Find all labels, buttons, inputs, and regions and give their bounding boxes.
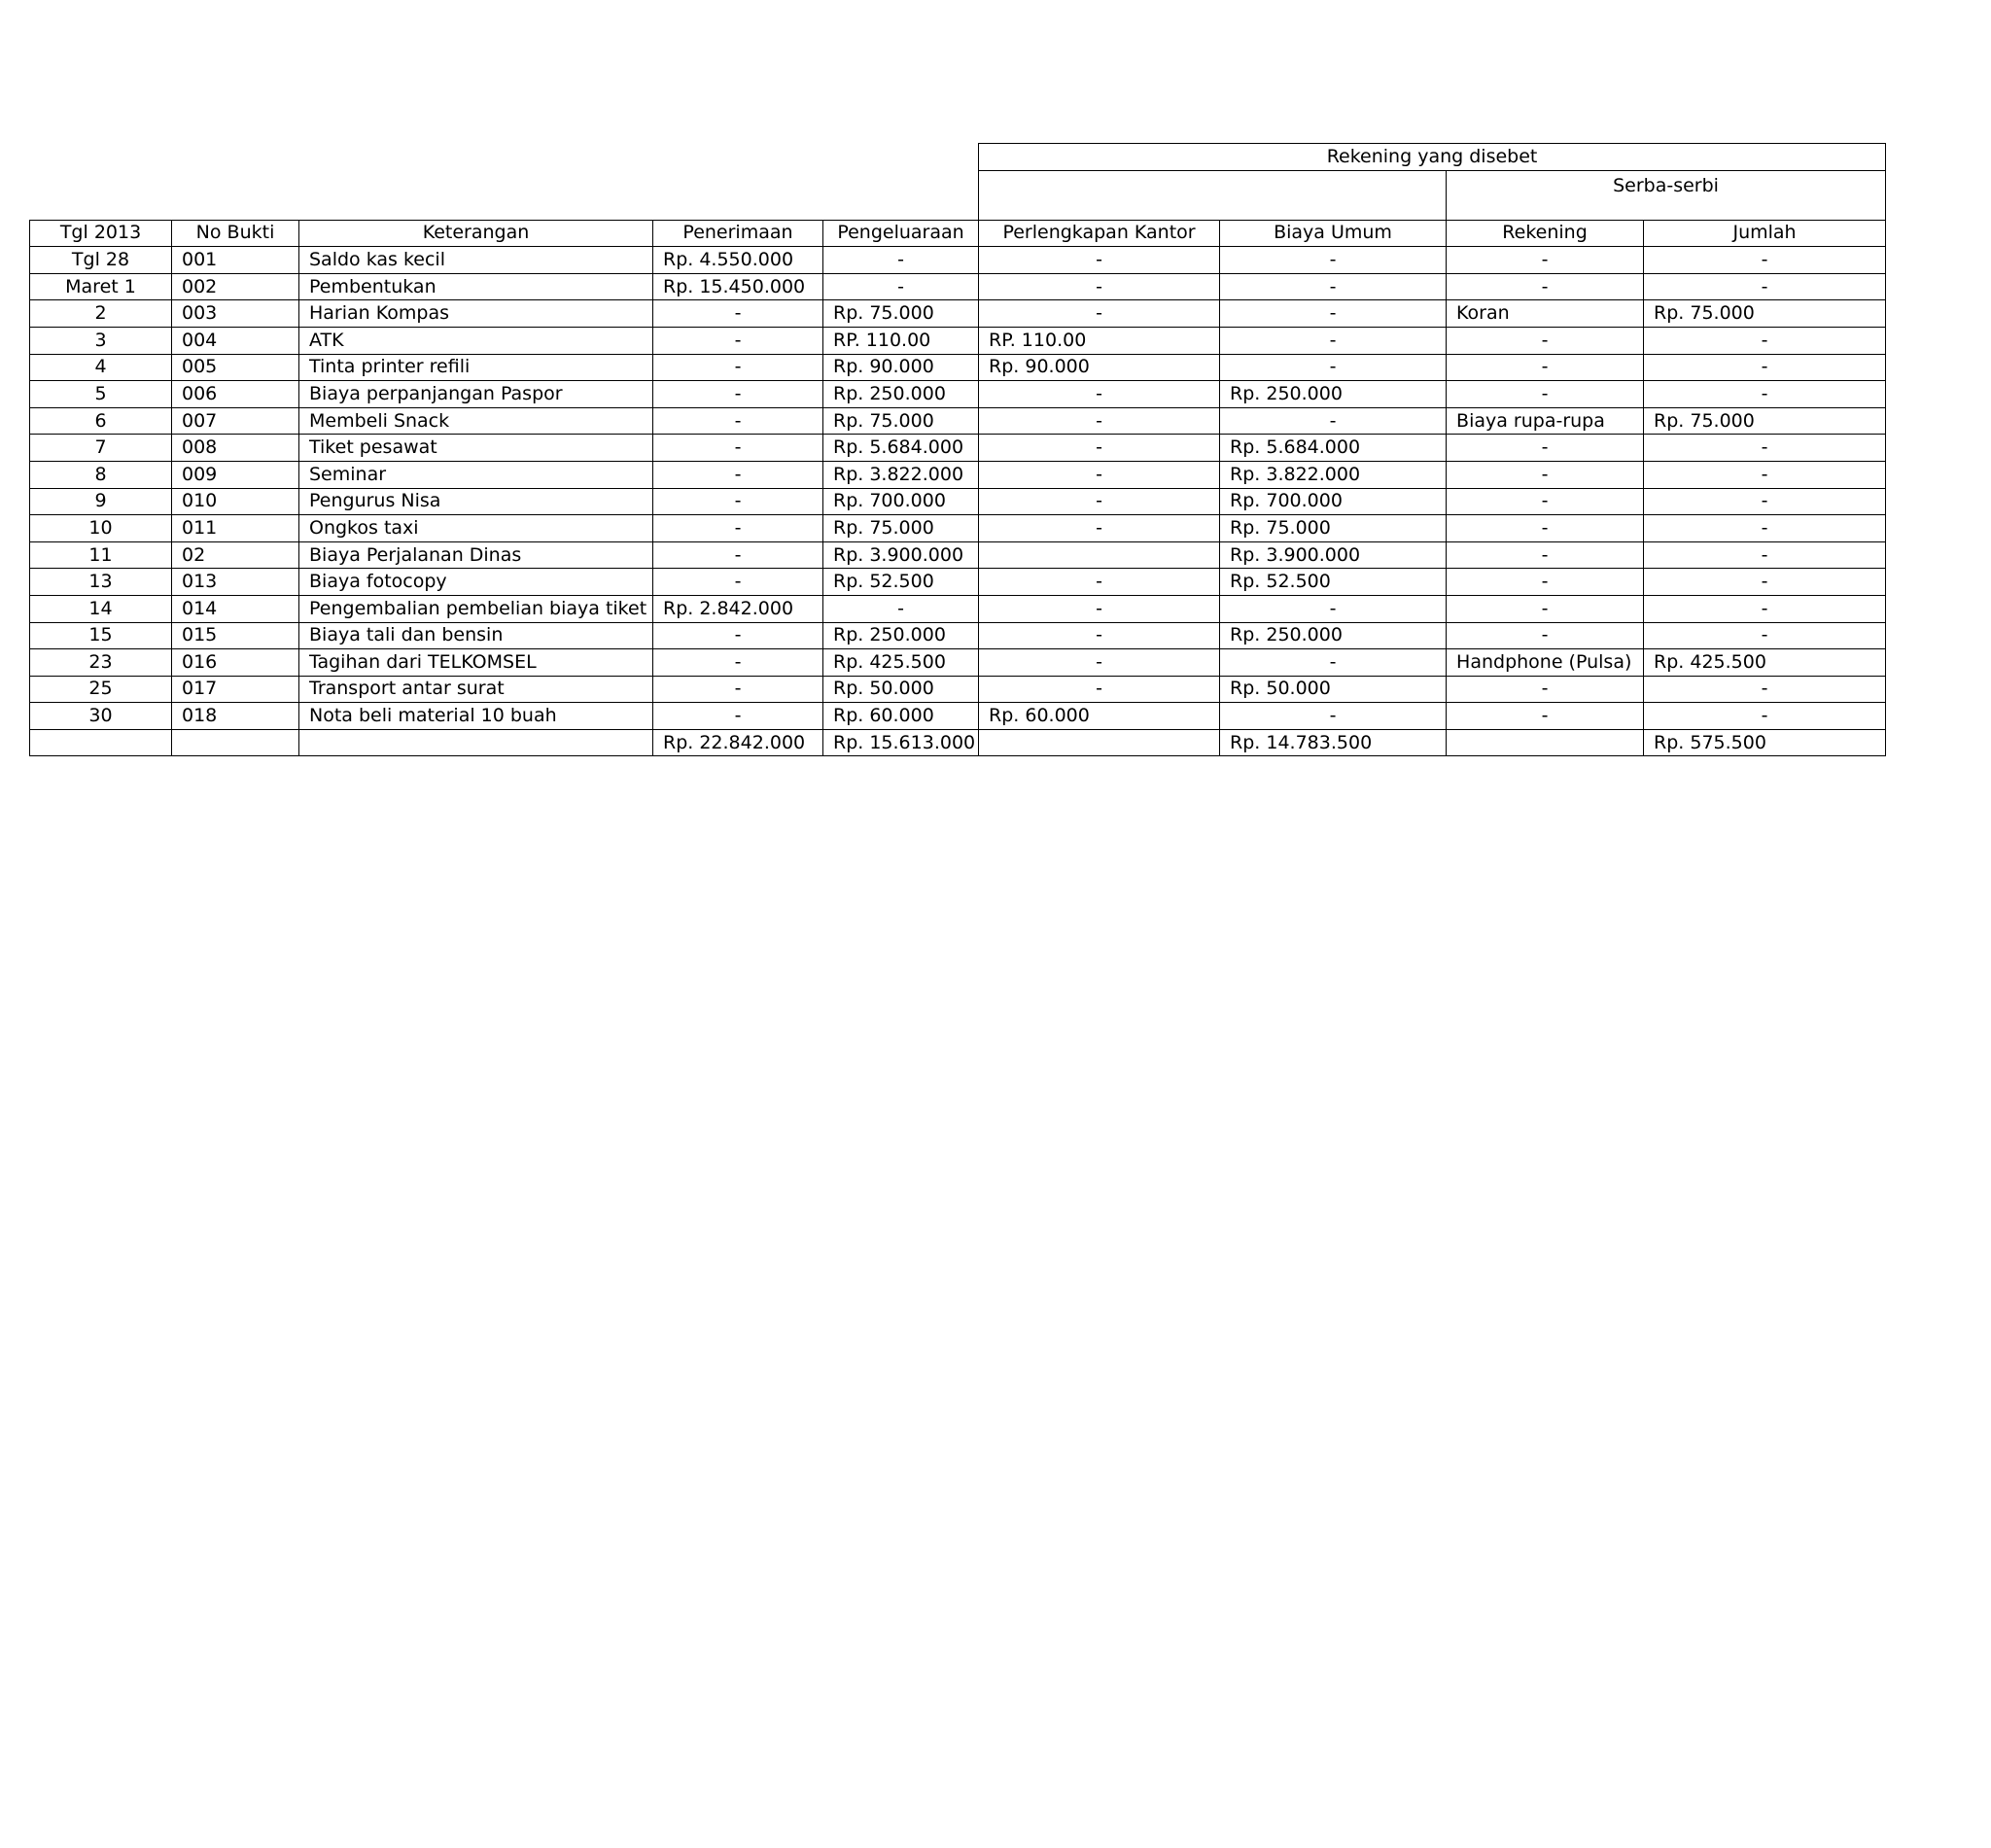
table-row <box>30 676 1886 703</box>
cell-perlengkapan <box>979 729 1220 756</box>
cell-pengeluaran: Rp. 3.900.000 <box>823 541 979 569</box>
cell-pengeluaran: - <box>823 247 979 274</box>
cell-no-bukti: 006 <box>172 381 299 408</box>
cell-perlengkapan: - <box>979 435 1220 462</box>
cell-rekening: - <box>1447 515 1644 542</box>
cell-biaya-umum: Rp. 3.900.000 <box>1220 541 1447 569</box>
cell-rekening: - <box>1447 703 1644 730</box>
cell-rekening: - <box>1447 381 1644 408</box>
cell-pengeluaran: Rp. 75.000 <box>823 407 979 435</box>
cell-perlengkapan: - <box>979 300 1220 328</box>
cell-pengeluaran: - <box>823 273 979 300</box>
cell-tgl: 25 <box>30 676 172 703</box>
cell-tgl: 23 <box>30 649 172 677</box>
cell-penerimaan: - <box>653 622 823 649</box>
cell-biaya-umum: Rp. 5.684.000 <box>1220 435 1447 462</box>
col-header-rekening: Rekening <box>1447 220 1644 247</box>
cell-keterangan: Ongkos taxi <box>299 515 653 542</box>
cell-no-bukti: 004 <box>172 327 299 354</box>
cell-biaya-umum: - <box>1220 649 1447 677</box>
col-header-biaya-umum: Biaya Umum <box>1220 220 1447 247</box>
cell-penerimaan: Rp. 15.450.000 <box>653 273 823 300</box>
cell-tgl: Tgl 28 <box>30 247 172 274</box>
cell-keterangan: Saldo kas kecil <box>299 247 653 274</box>
cell-rekening: - <box>1447 247 1644 274</box>
cell-keterangan: Tagihan dari TELKOMSEL <box>299 649 653 677</box>
table-row <box>30 703 1886 730</box>
cell-rekening: - <box>1447 676 1644 703</box>
cell-penerimaan: - <box>653 407 823 435</box>
cell-pengeluaran: Rp. 250.000 <box>823 381 979 408</box>
cell-rekening: - <box>1447 541 1644 569</box>
table-row <box>30 300 1886 328</box>
cell-pengeluaran: Rp. 700.000 <box>823 488 979 515</box>
blank-subgroup-cell <box>979 170 1447 220</box>
cell-biaya-umum: Rp. 14.783.500 <box>1220 729 1447 756</box>
cell-penerimaan: - <box>653 569 823 596</box>
cell-perlengkapan: RP. 110.00 <box>979 327 1220 354</box>
cell-pengeluaran: Rp. 250.000 <box>823 622 979 649</box>
table-row <box>30 327 1886 354</box>
cell-biaya-umum: Rp. 3.822.000 <box>1220 461 1447 488</box>
petty-cash-table <box>29 143 1886 756</box>
cell-biaya-umum: Rp. 50.000 <box>1220 676 1447 703</box>
cell-keterangan: Seminar <box>299 461 653 488</box>
cell-rekening <box>1447 729 1644 756</box>
cell-perlengkapan: - <box>979 488 1220 515</box>
cell-no-bukti: 005 <box>172 354 299 381</box>
cell-no-bukti: 011 <box>172 515 299 542</box>
col-header-no-bukti: No Bukti <box>172 220 299 247</box>
cell-perlengkapan: Rp. 90.000 <box>979 354 1220 381</box>
cell-tgl: 30 <box>30 703 172 730</box>
cell-no-bukti: 016 <box>172 649 299 677</box>
cell-keterangan: Tinta printer refili <box>299 354 653 381</box>
table-row <box>30 435 1886 462</box>
cell-biaya-umum: Rp. 52.500 <box>1220 569 1447 596</box>
table-row <box>30 488 1886 515</box>
table-row <box>30 273 1886 300</box>
cell-biaya-umum: Rp. 75.000 <box>1220 515 1447 542</box>
cell-perlengkapan: - <box>979 461 1220 488</box>
cell-biaya-umum: Rp. 250.000 <box>1220 381 1447 408</box>
cell-penerimaan: - <box>653 515 823 542</box>
cell-tgl: 15 <box>30 622 172 649</box>
cell-keterangan: Membeli Snack <box>299 407 653 435</box>
cell-perlengkapan: - <box>979 622 1220 649</box>
cell-tgl: 11 <box>30 541 172 569</box>
cell-rekening: - <box>1447 354 1644 381</box>
table-row <box>30 622 1886 649</box>
cell-no-bukti: 002 <box>172 273 299 300</box>
col-header-penerimaan: Penerimaan <box>653 220 823 247</box>
column-header-row <box>30 220 1886 247</box>
cell-perlengkapan: - <box>979 381 1220 408</box>
cell-tgl: 7 <box>30 435 172 462</box>
cell-tgl: 10 <box>30 515 172 542</box>
cell-no-bukti: 018 <box>172 703 299 730</box>
cell-no-bukti <box>172 729 299 756</box>
cell-jumlah: - <box>1644 247 1886 274</box>
cell-no-bukti: 008 <box>172 435 299 462</box>
cell-no-bukti: 010 <box>172 488 299 515</box>
cell-penerimaan: - <box>653 541 823 569</box>
cell-biaya-umum: - <box>1220 300 1447 328</box>
cell-penerimaan: - <box>653 354 823 381</box>
cell-jumlah: - <box>1644 676 1886 703</box>
cell-keterangan: Harian Kompas <box>299 300 653 328</box>
cell-jumlah: Rp. 575.500 <box>1644 729 1886 756</box>
cell-penerimaan: - <box>653 703 823 730</box>
cell-rekening: Handphone (Pulsa) <box>1447 649 1644 677</box>
cell-tgl: 13 <box>30 569 172 596</box>
col-header-jumlah: Jumlah <box>1644 220 1886 247</box>
subgroup-header-row <box>30 170 1886 220</box>
cell-biaya-umum: Rp. 700.000 <box>1220 488 1447 515</box>
cell-tgl: 2 <box>30 300 172 328</box>
cell-keterangan: Pembentukan <box>299 273 653 300</box>
col-header-pengeluaran: Pengeluaraan <box>823 220 979 247</box>
col-header-keterangan: Keterangan <box>299 220 653 247</box>
cell-penerimaan: - <box>653 300 823 328</box>
cell-no-bukti: 013 <box>172 569 299 596</box>
cell-keterangan: Transport antar surat <box>299 676 653 703</box>
cell-pengeluaran: Rp. 50.000 <box>823 676 979 703</box>
blank-header-area <box>30 170 979 220</box>
cell-penerimaan: - <box>653 435 823 462</box>
cell-no-bukti: 02 <box>172 541 299 569</box>
table-row <box>30 354 1886 381</box>
cell-penerimaan: - <box>653 381 823 408</box>
cell-pengeluaran: Rp. 75.000 <box>823 515 979 542</box>
cell-rekening: - <box>1447 327 1644 354</box>
cell-pengeluaran: - <box>823 595 979 622</box>
cell-keterangan: Pengembalian pembelian biaya tiket <box>299 595 653 622</box>
cell-tgl: 14 <box>30 595 172 622</box>
cell-pengeluaran: Rp. 52.500 <box>823 569 979 596</box>
group-header-row <box>30 144 1886 171</box>
cell-tgl: Maret 1 <box>30 273 172 300</box>
cell-tgl: 5 <box>30 381 172 408</box>
cell-keterangan <box>299 729 653 756</box>
cell-biaya-umum: - <box>1220 407 1447 435</box>
col-header-tgl: Tgl 2013 <box>30 220 172 247</box>
cell-tgl: 9 <box>30 488 172 515</box>
cell-penerimaan: - <box>653 327 823 354</box>
cell-jumlah: - <box>1644 354 1886 381</box>
cell-penerimaan: - <box>653 649 823 677</box>
table-row <box>30 247 1886 274</box>
cell-penerimaan: Rp. 2.842.000 <box>653 595 823 622</box>
cell-penerimaan: Rp. 22.842.000 <box>653 729 823 756</box>
cell-no-bukti: 015 <box>172 622 299 649</box>
cell-jumlah: Rp. 425.500 <box>1644 649 1886 677</box>
cell-tgl: 8 <box>30 461 172 488</box>
cell-rekening: Biaya rupa-rupa <box>1447 407 1644 435</box>
cell-perlengkapan: - <box>979 569 1220 596</box>
serba-serbi-header: Serba-serbi <box>1447 170 1886 220</box>
table-row <box>30 461 1886 488</box>
cell-rekening: - <box>1447 569 1644 596</box>
cell-no-bukti: 017 <box>172 676 299 703</box>
cell-biaya-umum: - <box>1220 327 1447 354</box>
cell-pengeluaran: Rp. 5.684.000 <box>823 435 979 462</box>
cell-keterangan: Biaya fotocopy <box>299 569 653 596</box>
table-row <box>30 649 1886 677</box>
cell-biaya-umum: - <box>1220 595 1447 622</box>
table-row <box>30 595 1886 622</box>
cell-jumlah: - <box>1644 541 1886 569</box>
table-row <box>30 407 1886 435</box>
cell-perlengkapan: - <box>979 273 1220 300</box>
cell-jumlah: - <box>1644 515 1886 542</box>
cell-jumlah: - <box>1644 273 1886 300</box>
cell-keterangan: Biaya perpanjangan Paspor <box>299 381 653 408</box>
cell-biaya-umum: Rp. 250.000 <box>1220 622 1447 649</box>
cell-penerimaan: - <box>653 488 823 515</box>
cell-no-bukti: 003 <box>172 300 299 328</box>
cell-perlengkapan: - <box>979 247 1220 274</box>
cell-pengeluaran: RP. 110.00 <box>823 327 979 354</box>
cell-tgl: 3 <box>30 327 172 354</box>
cell-keterangan: Biaya Perjalanan Dinas <box>299 541 653 569</box>
table-row <box>30 569 1886 596</box>
cell-no-bukti: 014 <box>172 595 299 622</box>
cell-perlengkapan: Rp. 60.000 <box>979 703 1220 730</box>
cell-jumlah: - <box>1644 327 1886 354</box>
cell-penerimaan: Rp. 4.550.000 <box>653 247 823 274</box>
totals-row <box>30 729 1886 756</box>
cell-keterangan: Biaya tali dan bensin <box>299 622 653 649</box>
cell-rekening: - <box>1447 273 1644 300</box>
cell-keterangan: Nota beli material 10 buah <box>299 703 653 730</box>
cell-biaya-umum: - <box>1220 354 1447 381</box>
cell-jumlah: - <box>1644 569 1886 596</box>
cell-rekening: - <box>1447 595 1644 622</box>
cell-no-bukti: 001 <box>172 247 299 274</box>
cell-keterangan: ATK <box>299 327 653 354</box>
table-row <box>30 381 1886 408</box>
cell-biaya-umum: - <box>1220 273 1447 300</box>
cell-perlengkapan: - <box>979 649 1220 677</box>
cell-pengeluaran: Rp. 90.000 <box>823 354 979 381</box>
cell-pengeluaran: Rp. 60.000 <box>823 703 979 730</box>
cell-tgl <box>30 729 172 756</box>
cell-no-bukti: 007 <box>172 407 299 435</box>
cell-pengeluaran: Rp. 15.613.000 <box>823 729 979 756</box>
cell-perlengkapan: - <box>979 515 1220 542</box>
rekening-debet-header: Rekening yang disebet <box>979 144 1886 171</box>
cell-jumlah: - <box>1644 461 1886 488</box>
blank-header-area <box>30 144 979 171</box>
cell-perlengkapan: - <box>979 407 1220 435</box>
table-row <box>30 515 1886 542</box>
cell-jumlah: - <box>1644 381 1886 408</box>
cell-penerimaan: - <box>653 676 823 703</box>
cell-jumlah: - <box>1644 703 1886 730</box>
cell-rekening: - <box>1447 622 1644 649</box>
cell-jumlah: Rp. 75.000 <box>1644 407 1886 435</box>
cell-pengeluaran: Rp. 425.500 <box>823 649 979 677</box>
cell-rekening: Koran <box>1447 300 1644 328</box>
cell-jumlah: - <box>1644 488 1886 515</box>
cell-perlengkapan: - <box>979 595 1220 622</box>
cell-keterangan: Tiket pesawat <box>299 435 653 462</box>
cell-perlengkapan: - <box>979 676 1220 703</box>
cell-no-bukti: 009 <box>172 461 299 488</box>
cell-keterangan: Pengurus Nisa <box>299 488 653 515</box>
cell-tgl: 6 <box>30 407 172 435</box>
cell-biaya-umum: - <box>1220 703 1447 730</box>
cell-pengeluaran: Rp. 3.822.000 <box>823 461 979 488</box>
cell-jumlah: - <box>1644 435 1886 462</box>
cell-jumlah: Rp. 75.000 <box>1644 300 1886 328</box>
cell-tgl: 4 <box>30 354 172 381</box>
cell-perlengkapan <box>979 541 1220 569</box>
cell-penerimaan: - <box>653 461 823 488</box>
cell-rekening: - <box>1447 461 1644 488</box>
cell-rekening: - <box>1447 488 1644 515</box>
cell-jumlah: - <box>1644 622 1886 649</box>
cell-rekening: - <box>1447 435 1644 462</box>
cell-pengeluaran: Rp. 75.000 <box>823 300 979 328</box>
table-row <box>30 541 1886 569</box>
col-header-perlengkapan: Perlengkapan Kantor <box>979 220 1220 247</box>
cell-biaya-umum: - <box>1220 247 1447 274</box>
cell-jumlah: - <box>1644 595 1886 622</box>
